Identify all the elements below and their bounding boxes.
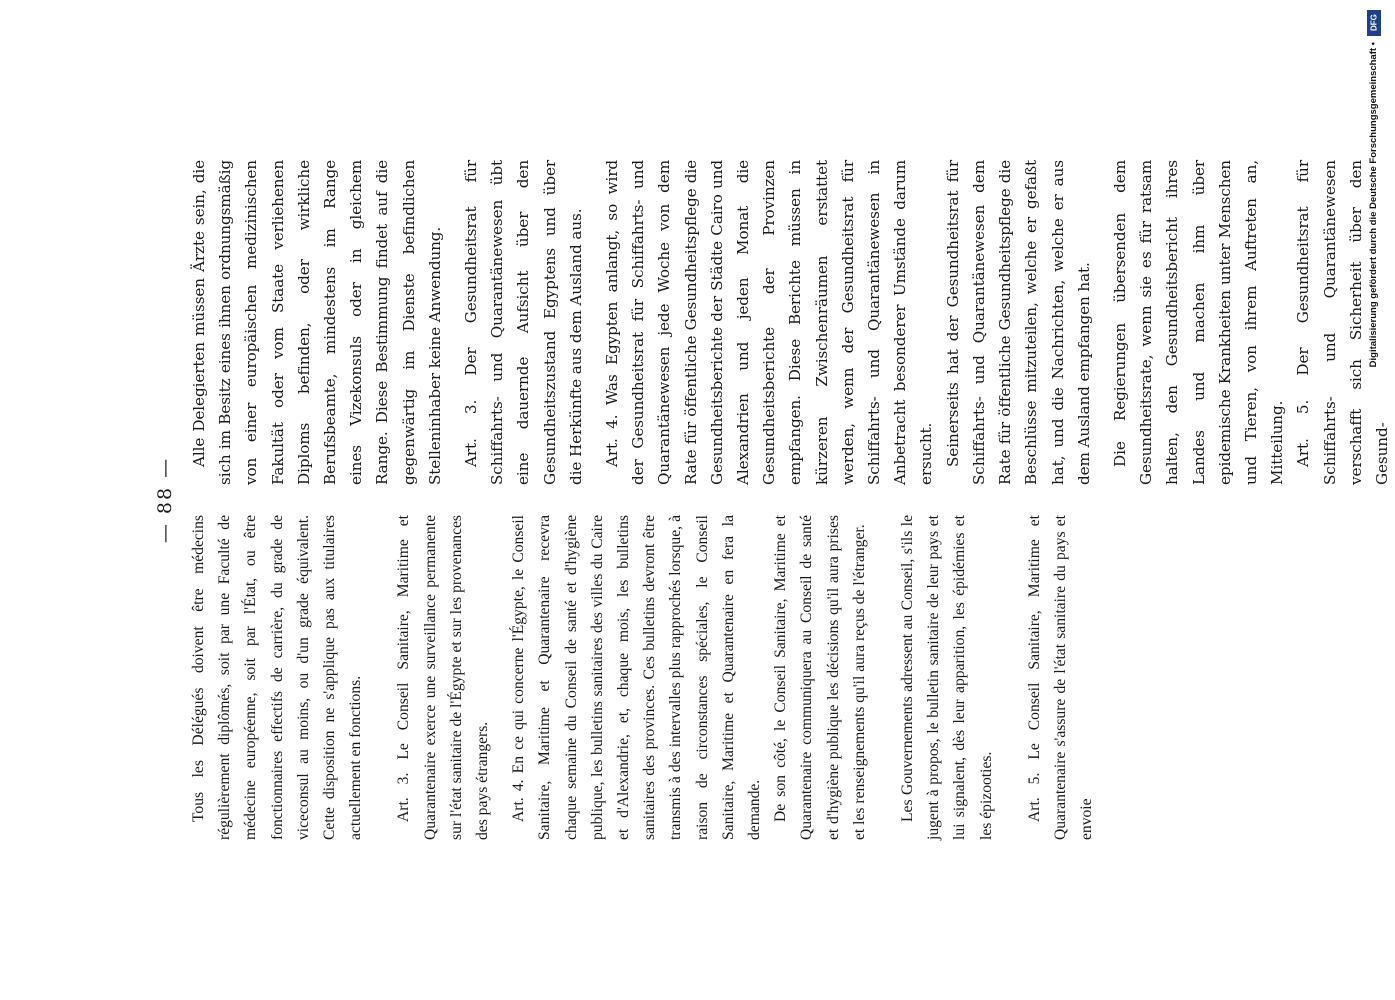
french-paragraph-4: De son côté, le Conseil Sanitaire, Maritime et Quarantenaire communiquera au Conseil de santé et d'hygiène publique les décisions qu'il aura prises et les renseignements qu'il aura reçus de l'étranger. <box>772 515 868 840</box>
german-paragraph-1: Alle Delegierten müssen Ärzte sein, die sich im Besitz eines ihnen ordnungsmäßig von einer europäischen medizinischen Fakultät oder vom Staate verliehenen Diploms befinden, oder wirkliche Berufsbeamte, mindestens im Range eines Vizekonsuls oder in gleichem Range. Diese Bestimmung findet auf die gegenwärtig im Dienste befindlichen Stelleninhaber keine Anwendung. <box>190 160 444 485</box>
german-article-5: Art. 5. Der Gesundheitsrat für Schiffahrts- und Quarantänewesen verschafft sich Sicherheit über den Gesund- <box>1294 160 1391 485</box>
french-article-3: Art. 3. Le Conseil Sanitaire, Maritime et Quarantenaire exerce une surveillance permanente sur l'état sanitaire de l'Égypte et sur les provenances des pays étrangers. <box>395 515 492 840</box>
german-paragraph-5: Die Regierungen übersenden dem Gesundheitsrate, wenn sie es für ratsam halten, den Gesundheitsbericht ihres Landes und machen ihm über epidemische Krankheiten unter Menschen und Tieren, von ihrem Auftreten an, Mitteilung. <box>1110 160 1287 485</box>
french-paragraph-1: Tous les Délégués doivent être médecins régulièrement diplômés, soit par une Faculté de médecine européenne, soit par l'État, ou être fonctionnaires effectifs de carrière, du grade de viceconsul au moins, ou d'un grade équivalent. Cette disposition ne s'applique pas aux titulaires actuellement en fonctions. <box>190 515 365 840</box>
two-column-body <box>186 160 1395 840</box>
french-paragraph-5: Les Gouvernements adressent au Conseil, s'ils le jugent à propos, le bulletin sanitaire de leur pays et lui signalent, dès leur apparition, les épidémies et les épizooties. <box>899 515 995 840</box>
digitization-credit <box>1366 6 1382 396</box>
german-paragraph-4: Seinerseits hat der Gesundheitsrat für Schiffahrts- und Quarantänewesen dem Rate für öffentliche Gesundheitspflege die Beschlüsse mitzuteilen, welche er gefaßt hat, und die Nachrichten, welche er aus dem Ausland empfangen hat. <box>943 160 1093 485</box>
german-article-3: Art. 3. Der Gesundheitsrat für Schiffahrts- und Quarantänewesen übt eine dauernde Aufsicht über den Gesundheitszustand Egyptens und über die Herkünfte aus dem Ausland aus. <box>462 160 585 485</box>
german-column <box>186 160 1395 485</box>
dfg-logo-badge: DFG <box>1367 10 1381 36</box>
french-article-5: Art. 5. Le Conseil Sanitaire, Maritime et Quarantenaire s'assure de l'état sanitaire du pays et envoie <box>1025 515 1096 840</box>
french-article-4: Art. 4. En ce qui concerne l'Égypte, le Conseil Sanitaire, Maritime et Quarantenaire recevra chaque semaine du Conseil de santé et d'hygiène publique, les bulletins sanitaires des villes du Caire et d'Alexandrie, et, chaque mois, les bulletins sanitaires des provinces. Ces bulletins devront être transmis à des intervalles plus rapprochés lorsque, à raison de circonstances spéciales, le Conseil Sanitaire, Maritime et Quarantenaire en fera la demande. <box>510 515 764 840</box>
credit-text: Digitalisierung gefördert durch die Deutsche Forschungsgemeinschaft • <box>1368 42 1379 368</box>
german-article-4: Art. 4. Was Egypten anlangt, so wird der Gesundheitsrat für Schiffahrts- und Quarantänewesen jede Woche von dem Rate für öffentliche Gesundheitspflege die Gesundheitsberichte der Städte Cairo und Alexandrien und jeden Monat die Gesundheitsberichte der Provinzen empfangen. Diese Berichte müssen in kürzeren Zwischenräumen erstattet werden, wenn der Gesundheitsrat für Schiffahrts- und Quarantänewesen in Anbetracht besonderer Umstände darum ersucht. <box>603 160 936 485</box>
page-number: — 88 — <box>154 456 176 544</box>
french-column <box>186 515 1395 840</box>
